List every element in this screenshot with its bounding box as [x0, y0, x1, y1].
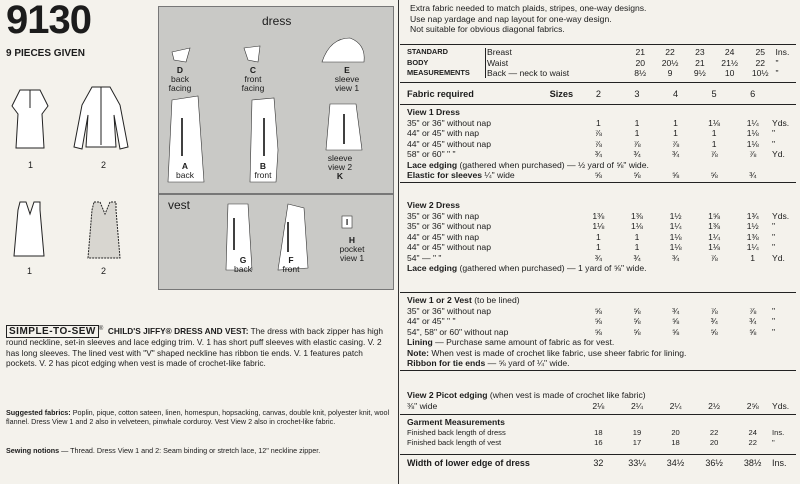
table-row: 35" or 36" with nap 1⅜ 1⅜ 1½ 1⅝ 1¾ Yds.: [407, 210, 790, 221]
pattern-number: 9130: [6, 0, 91, 42]
piece-k: sleeve view 2 K: [327, 153, 353, 181]
piece-e: E sleeve view 1: [334, 65, 360, 93]
dress-panel-title: dress: [262, 14, 292, 28]
rule: [400, 82, 796, 83]
garment-table: Garment Measurements Finished back length of dress 18 19 20 22 24 Ins. Finished back length of vest 16 17 18 20 22 ": [407, 417, 795, 449]
piece-g: G back: [234, 255, 252, 274]
vest-panel-title: vest: [168, 198, 191, 212]
view-label-1: 1: [28, 160, 34, 170]
table-row: 58" or 60" " " ¾ ¾ ¾ ⅞ ⅞ Yd.: [407, 149, 785, 159]
view-label-2: 2: [101, 160, 107, 170]
table-row: Breast 21 22 23 24 25 Ins.: [487, 47, 790, 57]
view-label-3: 1: [27, 266, 33, 276]
rule: [400, 414, 796, 415]
table-row: 44" or 45" with nap ⅞ 1 1 1 1⅛ ": [407, 128, 776, 138]
table-row: 35" or 36" without nap 1 1 1 1⅛ 1¼ Yds.: [407, 117, 790, 128]
table-row: Waist 20 20½ 21 21½ 22 ": [487, 57, 779, 68]
pieces-count: 9 PIECES GIVEN: [6, 48, 85, 59]
rule: [400, 104, 796, 105]
table-row: 35" or 36" without nap ⅝ ⅝ ¾ ⅞ ⅞ ": [407, 305, 776, 316]
vest-table: View 1 or 2 Vest (to be lined) 35" or 36" without nap ⅝ ⅝ ¾ ⅞ ⅞ " 44" or 45" " " ⅝ ⅝ ⅝ ¾ ¾ " 54", 58" or 60" without nap ⅝ ⅝ ⅝ ⅝ ⅝ " Lining — Purchase same amount of fabric as for vest. Note: When vest is made of crochet like fabric, use sheer fabric for lining. Ribbon for tie ends — ⅝ yard of ¼" wide.: [407, 295, 795, 369]
simple-to-sew-badge: SIMPLE-TO-SEW: [6, 325, 99, 338]
piece-c: C front facing: [241, 65, 265, 93]
rule: [400, 292, 796, 293]
table-row: 54" — " " ¾ ¾ ¾ ⅞ 1 Yd.: [407, 252, 785, 263]
table-row: Elastic for sleeves ¼" wide ⅝ ⅝ ⅝ ⅝ ¾: [407, 170, 757, 180]
rule: [400, 370, 796, 371]
table-row: Back — neck to waist 8½ 9 9½ 10 10½ ": [487, 68, 779, 78]
description-text: The dress with back zipper has high round neckline, set-in sleeves and lace edging trim. V. 1 has short puff sleeves with elastic casing. V. 2 has long sleeves. The lined vest with "V" shaped neckline has ribbon tie ends. V. 1 features patch pockets. V. 2 has picot edging when vest is made of crochet-like fabric.: [6, 325, 383, 368]
rule: [400, 454, 796, 455]
table-row: 44" or 45" without nap 1 1 1⅛ 1⅛ 1¼ ": [407, 242, 776, 252]
view1-dress-table: View 1 Dress 35" or 36" without nap 1 1 1 1⅛ 1¼ Yds. 44" or 45" with nap ⅞ 1 1 1 1⅛ " 44" or 45" without nap ⅞ ⅞ ⅞ 1 1⅛ " 58" or 60" " " ¾ ¾ ¾ ⅞ ⅞ Yd. Lace edging (gathered when purchased) — ½ yard of ⅝" wide. Elastic for sleeves ¼" wide ⅝ ⅝ ⅝ ⅝ ¾: [407, 107, 795, 181]
table-row: 35" or 36" without nap 1⅛ 1⅛ 1¼ 1⅜ 1½ ": [407, 221, 776, 231]
piece-a: A back: [176, 161, 194, 180]
view2-dress-table: View 2 Dress 35" or 36" with nap 1⅜ 1⅜ 1½ 1⅝ 1¾ Yds. 35" or 36" without nap 1⅛ 1⅛ 1¼ 1⅜ 1½ " 44" or 45" with nap 1 1 1⅛ 1¼ 1⅜ " 44" or 45" without nap 1 1 1⅛ 1⅛ 1¼ " 54" — " " ¾ ¾ ¾ ⅞ 1 Yd. Lace edging (gathered when purchased) — 1 yard of ⅝" wide.: [407, 200, 795, 274]
piece-i: I: [345, 217, 349, 227]
table-row: Finished back length of dress 18 19 20 22 24 Ins.: [407, 427, 785, 437]
suggested-fabrics: Suggested fabrics: Poplin, pique, cotton sateen, linen, homespun, hopsacking, canvas, double knit, polyester knit, wool flannel. Dress View 1 and 2 also in velveteen, pinwhale corduroy. Vest View 2 also in crochet-like fabric.: [6, 408, 390, 426]
sizes-header: Fabric required Sizes 2 3 4 5 6: [407, 89, 756, 99]
body-measurements-table: [407, 47, 795, 79]
width-table: [407, 458, 795, 469]
piece-b: B front: [254, 161, 272, 180]
pattern-title: CHILD'S JIFFY® DRESS AND VEST:: [107, 325, 249, 336]
piece-h: H pocket view 1: [339, 235, 365, 263]
description: SIMPLE-TO-SEW ® CHILD'S JIFFY® DRESS AND VEST: The dress with back zipper has high round neckline, set-in sleeves and lace edging trim. V. 1 has short puff sleeves with elastic casing. V. 2 has long sleeves. The lined vest with "V" shaped neckline has ribbon tie ends. V. 1 features patch pockets. V. 2 has picot edging when vest is made of crochet-like fabric.: [6, 325, 383, 368]
brace: [485, 48, 487, 78]
notes: Extra fabric needed to match plaids, stripes, one-way designs. Use nap yardage and nap layout for one-way design. Not suitable for obvious diagonal fabrics.: [410, 3, 647, 34]
piece-f: F front: [282, 255, 300, 274]
rule: [400, 182, 796, 183]
table-row: ⅜" wide 2⅛ 2¼ 2¼ 2½ 2⅝ Yds.: [407, 400, 790, 411]
standard-body-label: STANDARD BODY MEASUREMENTS: [407, 47, 470, 77]
rule: [400, 44, 796, 45]
column-divider: [398, 0, 399, 484]
table-row: 44" or 45" " " ⅝ ⅝ ⅝ ¾ ¾ ": [407, 316, 776, 326]
picot-table: View 2 Picot edging (when vest is made of crochet like fabric) ⅜" wide 2⅛ 2¼ 2¼ 2½ 2⅝ Yds.: [407, 390, 795, 411]
table-row: 44" or 45" with nap 1 1 1⅛ 1¼ 1⅜ ": [407, 231, 776, 242]
table-row: Width of lower edge of dress 32 33¼ 34½ 36½ 38½ Ins.: [407, 458, 787, 468]
table-row: 54", 58" or 60" without nap ⅝ ⅝ ⅝ ⅝ ⅝ ": [407, 326, 776, 337]
view-label-4: 2: [101, 266, 107, 276]
sewing-notions: Sewing notions — Thread. Dress View 1 and 2: Seam binding or stretch lace, 12" neckline zipper.: [6, 446, 321, 455]
table-row: Finished back length of vest 16 17 18 20 22 ": [407, 438, 775, 447]
piece-d: D back facing: [168, 65, 192, 93]
table-row: 44" or 45" without nap ⅞ ⅞ ⅞ 1 1⅛ ": [407, 138, 776, 149]
